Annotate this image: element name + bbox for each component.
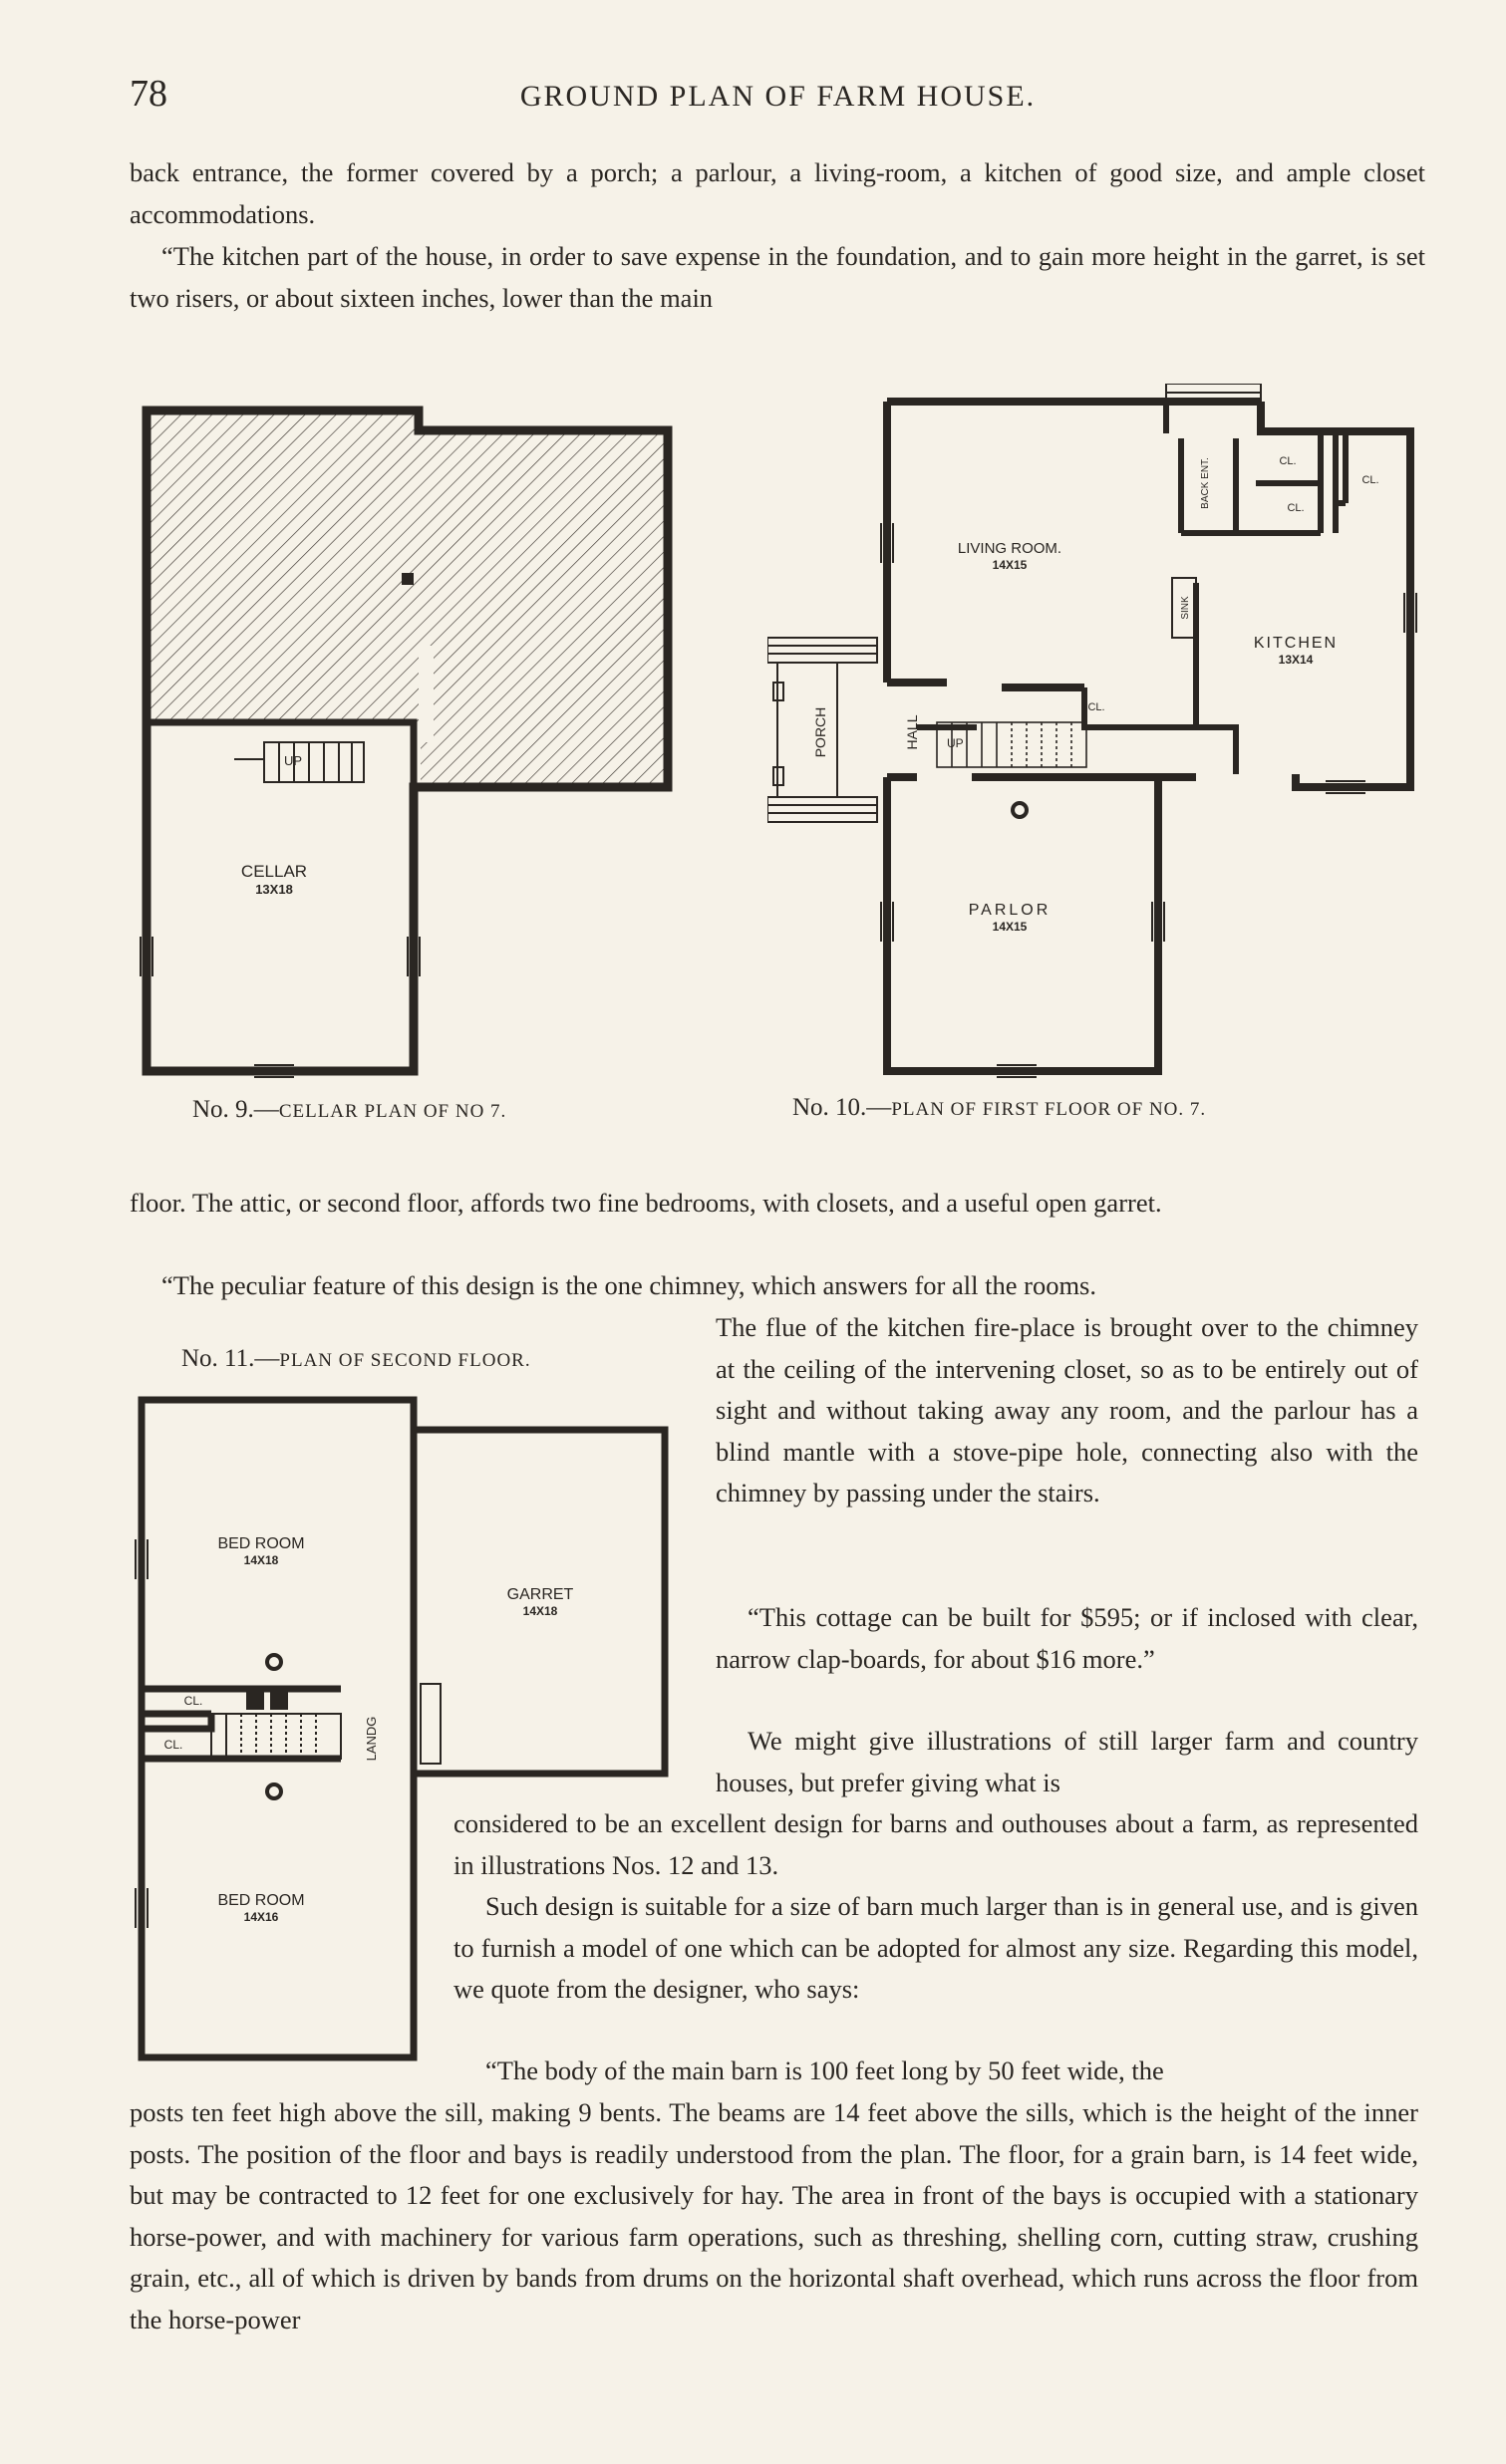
paragraph-chimney-cont: The flue of the kitchen fire-place is brought over to the chimney at the ceiling of the intervening closet, so as to be entirely out of sight and without taking away any room, and the parlour has a blind mantle with a stove-pipe hole, connecting also with the chimney by passing under the stairs. bbox=[716, 1312, 1418, 1507]
kitchen-label: KITCHEN bbox=[1253, 635, 1339, 652]
sink-label: SINK bbox=[1180, 596, 1191, 620]
kitchen-dims: 13X14 bbox=[1278, 653, 1314, 667]
paragraph-barn-body: posts ten feet high above the sill, making 9 bents. The beams are 14 feet above the sills, which is the height of the inner posts. The position of the floor and bays is readily understood from the plan. The floor, for a grain barn, is 14 feet wide, but may be contracted to 12 feet for one exclusively for hay. The area in front of the bays is occupied with a stationary horse-power, and with machinery for various farm operations, such as threshing, shelling corn, cutting straw, crushing grain, etc., all of which is driven by bands from drums on the horizontal shaft overhead, which runs across the floor from the horse-power bbox=[130, 2097, 1418, 2334]
page-header bbox=[130, 72, 1426, 122]
cellar-room-dims: 13X18 bbox=[255, 882, 293, 897]
closet-label-2: CL. bbox=[1287, 502, 1305, 514]
closet-label-3: CL. bbox=[1361, 474, 1379, 486]
bed-room-2-dims: 14X16 bbox=[243, 1910, 279, 1924]
living-room-dims: 14X15 bbox=[992, 558, 1028, 572]
landing-label: LANDG bbox=[364, 1716, 379, 1762]
garret-label: GARRET bbox=[506, 1586, 574, 1603]
figure-11-caption bbox=[181, 1345, 531, 1373]
paragraph-kitchen: “The kitchen part of the house, in order to save expense in the foundation, and to gain more height in the garret, is set two risers, or about sixteen inches, lower than the main bbox=[130, 241, 1425, 313]
porch-label: PORCH bbox=[812, 706, 828, 758]
closet-label-6: CL. bbox=[163, 1738, 183, 1752]
figure-11-number: No. 11.— bbox=[181, 1345, 280, 1372]
bed-room-2-label: BED ROOM bbox=[217, 1892, 305, 1909]
page-number: 78 bbox=[130, 73, 167, 115]
figure-9-title: CELLAR PLAN OF NO 7. bbox=[278, 1101, 507, 1122]
bed-room-1-label: BED ROOM bbox=[217, 1535, 305, 1552]
back-entrance-label: BACK ENT. bbox=[1200, 457, 1211, 509]
cellar-plan-figure bbox=[135, 399, 683, 1086]
figure-10-caption bbox=[792, 1094, 1206, 1122]
figure-11-title: PLAN OF SECOND FLOOR. bbox=[279, 1350, 531, 1371]
paragraph-barns: considered to be an excellent design for barns and outhouses about a farm, as represented in illustrations Nos. 12 and 13. bbox=[453, 1808, 1418, 1880]
figure-9-number: No. 9.— bbox=[192, 1096, 279, 1123]
first-up-label: UP bbox=[947, 736, 964, 750]
figure-9-caption bbox=[192, 1096, 506, 1124]
parlor-dims: 14X15 bbox=[992, 920, 1028, 934]
closet-label-4: CL. bbox=[1087, 701, 1105, 713]
paragraph-illustrations: We might give illustrations of still larger farm and country houses, but prefer giving what is bbox=[716, 1726, 1418, 1797]
living-room-label: LIVING ROOM. bbox=[957, 540, 1062, 557]
closet-label-5: CL. bbox=[183, 1694, 203, 1708]
bed-room-1-dims: 14X18 bbox=[243, 1553, 279, 1567]
paragraph-cost: “This cottage can be built for $595; or if inclosed with clear, narrow clap-boards, for about $16 more.” bbox=[716, 1602, 1418, 1674]
paragraph-attic: floor. The attic, or second floor, affords two fine bedrooms, with closets, and a useful open garret. bbox=[130, 1188, 1162, 1218]
cellar-room-label: CELLAR bbox=[240, 862, 308, 881]
paragraph-design: Such design is suitable for a size of barn much larger than is in general use, and is given to furnish a model of one which can be adopted for almost any size. Regarding this model, we quote from the designer, who says: bbox=[453, 1891, 1418, 2004]
first-floor-plan-figure bbox=[767, 384, 1420, 1086]
running-title: GROUND PLAN OF FARM HOUSE. bbox=[519, 80, 1037, 113]
paragraph-intro: back entrance, the former covered by a porch; a parlour, a living-room, a kitchen of good size, and ample closet accommodations. bbox=[130, 157, 1425, 229]
figure-10-title: PLAN OF FIRST FLOOR OF NO. 7. bbox=[891, 1099, 1207, 1120]
garret-dims: 14X18 bbox=[522, 1604, 558, 1618]
figure-10-number: No. 10.— bbox=[792, 1094, 892, 1121]
hall-label: HALL bbox=[904, 714, 920, 750]
paragraph-barn-start: “The body of the main barn is 100 feet long by 50 feet wide, the bbox=[485, 2055, 1164, 2085]
paragraph-chimney-line: “The peculiar feature of this design is the one chimney, which answers for all the rooms. bbox=[161, 1270, 1096, 1300]
closet-label-1: CL. bbox=[1279, 455, 1297, 467]
cellar-up-label: UP bbox=[284, 753, 303, 768]
parlor-label: PARLOR bbox=[968, 902, 1052, 919]
